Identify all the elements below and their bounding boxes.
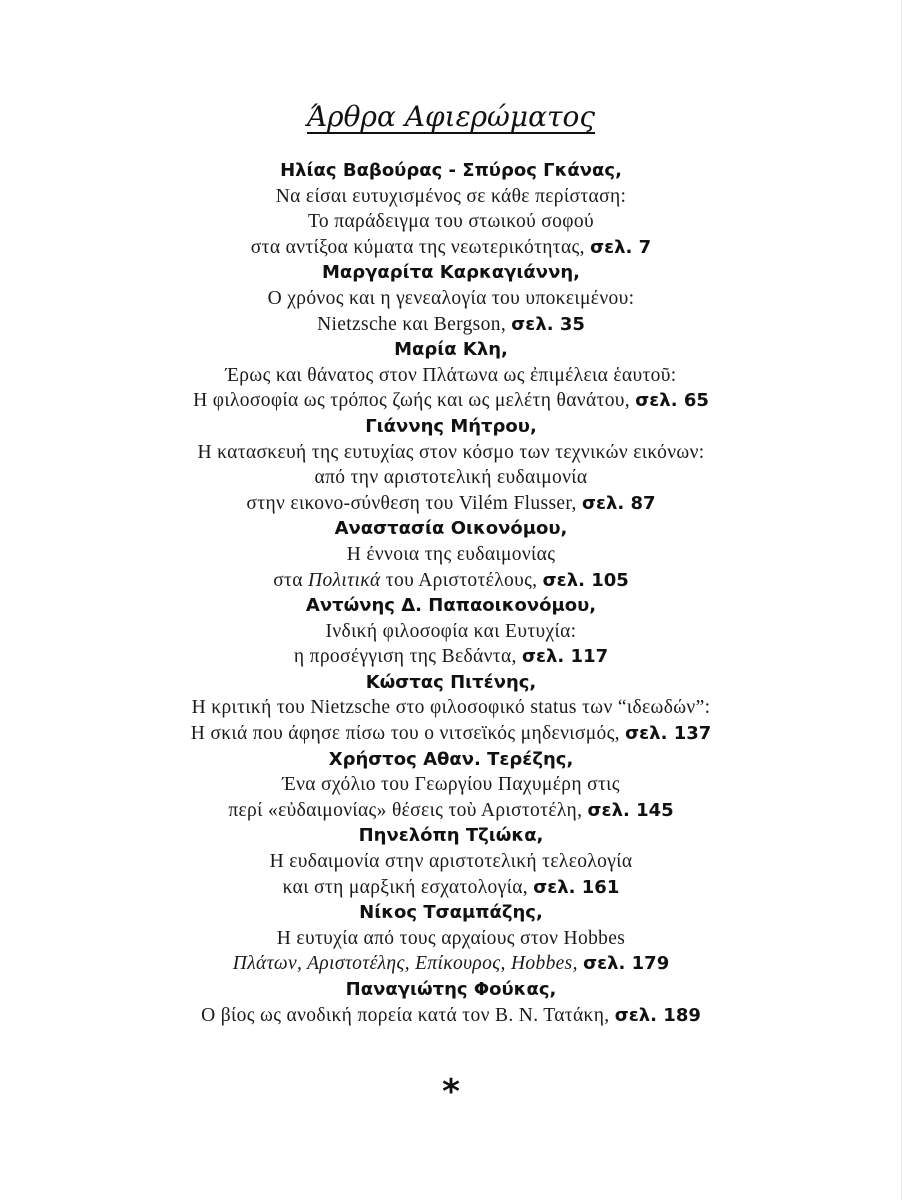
page-label: σελ. (533, 876, 576, 898)
entry-author: Κώστας Πιτένης, (365, 671, 537, 693)
entry-title-line (0, 312, 902, 338)
entry-author: Αντώνης Δ. Παπαοικονόμου, (305, 595, 597, 617)
contents-entry (0, 900, 902, 977)
page-number: 105 (591, 569, 629, 591)
page-label: σελ. (511, 313, 554, 335)
entry-title-text: περί «εὐδαιμονίας» θέσεις τοὺ Αριστοτέλη, (228, 799, 583, 821)
contents-entry (0, 516, 902, 593)
page-label: σελ. (614, 1004, 658, 1026)
page-number: 179 (631, 953, 670, 975)
entry-author: Γιάννης Μήτρου, (365, 415, 537, 437)
entry-title-line: Ο χρόνος και η γενεαλογία του υποκειμένου: (267, 287, 635, 309)
entry-author: Ηλίας Βαβούρας - Σπύρος Γκάνας, (280, 160, 622, 181)
entry-title-line (0, 568, 902, 594)
contents-list (0, 158, 902, 1028)
page-number: 87 (630, 492, 656, 514)
page-label: σελ. (587, 799, 630, 821)
entry-title-line: Ένα σχόλιο του Γεωργίου Παχυμέρη στις (282, 774, 620, 796)
page-reference (511, 314, 585, 335)
entry-title-line (0, 951, 902, 977)
entry-title-line: Η κριτική του Nietzsche στο φιλοσοφικό status των “ιδεωδών”: (191, 697, 711, 719)
entry-title-italic: Πολιτικά (308, 569, 381, 591)
page-number: 35 (559, 313, 585, 335)
contents-entry (0, 260, 902, 337)
entry-title-text: στην εικονο-σύνθεση του Vilém Flusser, (246, 492, 577, 514)
entry-title-line (0, 1003, 902, 1029)
page-title: Άρθρα Αφιερώματος (306, 100, 596, 133)
contents-entry (0, 977, 902, 1028)
page-label: σελ. (635, 390, 678, 412)
contents-entry (0, 670, 902, 747)
entry-author: Μαρία Κλη, (394, 339, 508, 361)
entry-title-line: Να είσαι ευτυχισμένος σε κάθε περίσταση: (275, 185, 627, 207)
entry-title-text: Nietzsche και Bergson, (317, 313, 507, 335)
contents-entry (0, 337, 902, 414)
page-reference (590, 237, 651, 258)
entry-title-text: στα αντίξοα κύματα της νεωτερικότητας, (250, 236, 585, 258)
page-number: 137 (673, 723, 712, 745)
entry-title-line (0, 388, 902, 414)
end-ornament: * (442, 1072, 460, 1112)
entry-title-text: Η φιλοσοφία ως τρόπος ζωής και ως μελέτη θανάτου, (193, 390, 631, 412)
entry-title-line: Το παράδειγμα του στωικού σοφού (308, 211, 594, 233)
entry-title-line (0, 798, 902, 824)
page-reference (588, 800, 674, 821)
page-reference (615, 1005, 701, 1026)
page-label: σελ. (590, 236, 633, 258)
entry-title-text: και στη μαρξική εσχατολογία, (282, 876, 528, 898)
entry-title-italic: Πλάτων, Αριστοτέλης, Επίκουρος, Hobbes, (232, 953, 578, 975)
contents-entry (0, 823, 902, 900)
contents-entry (0, 593, 902, 670)
entry-title-line: Η ευτυχία από τους αρχαίους στον Hobbes (276, 927, 626, 949)
page-reference (533, 877, 619, 898)
entry-author: Χρήστος Αθαν. Τερέζης, (328, 748, 574, 770)
page-reference (582, 493, 656, 514)
entry-title-line: Έρως και θάνατος στον Πλάτωνα ως ἐπιμέλεια ἑαυτοῦ: (225, 364, 677, 386)
page-reference (625, 723, 711, 744)
entry-title-text: Η σκιά που άφησε πίσω του ο νιτσεϊκός μηδενισμός, (190, 723, 620, 745)
entry-title-line (0, 235, 902, 261)
entry-title-text: του Αριστοτέλους, (385, 569, 538, 591)
entry-title-line: από την αριστοτελική ευδαιμονία (314, 467, 588, 489)
page-number: 65 (683, 390, 709, 412)
entry-title-text: η προσέγγιση της Βεδάντα, (293, 646, 517, 668)
entry-author: Νίκος Τσαμπάζης, (359, 902, 543, 924)
entry-title-line (0, 491, 902, 517)
page-number: 161 (581, 876, 620, 898)
page-number: 7 (638, 236, 652, 258)
page-reference (543, 570, 629, 591)
entry-title-line: Η έννοια της ευδαιμονίας (346, 543, 556, 565)
entry-title-line: Ινδική φιλοσοφία και Ευτυχία: (325, 620, 577, 642)
entry-title-text: Ο βίος ως ανοδική πορεία κατά τον Β. Ν. Τατάκη, (201, 1004, 610, 1026)
page-number: 117 (570, 646, 609, 668)
entry-author: Αναστασία Οικονόμου, (334, 518, 568, 540)
contents-entry (0, 414, 902, 516)
contents-entry (0, 158, 902, 260)
entry-title-line (0, 721, 902, 747)
page-label: σελ. (583, 953, 626, 975)
page-reference (583, 953, 669, 974)
page-number: 189 (663, 1004, 701, 1026)
entry-title-line: Η κατασκευή της ευτυχίας στον κόσμο των τεχνικών εικόνων: (197, 441, 705, 463)
entry-author: Μαργαρίτα Καρκαγιάννη, (322, 262, 580, 284)
page-label: σελ. (521, 646, 565, 668)
page-label: σελ. (581, 492, 625, 514)
entry-title-text: στα (273, 569, 303, 591)
contents-entry (0, 747, 902, 824)
entry-title-line: Η ευδαιμονία στην αριστοτελική τελεολογία (269, 851, 633, 873)
entry-author: Πηνελόπη Τζιώκα, (358, 825, 544, 847)
entry-author: Παναγιώτης Φούκας, (345, 979, 557, 1000)
page-number: 145 (636, 799, 674, 821)
entry-title-line (0, 644, 902, 670)
page-label: σελ. (542, 569, 585, 591)
page-reference (522, 646, 608, 667)
page-reference (635, 390, 709, 411)
page-label: σελ. (625, 723, 668, 745)
entry-title-line (0, 875, 902, 901)
